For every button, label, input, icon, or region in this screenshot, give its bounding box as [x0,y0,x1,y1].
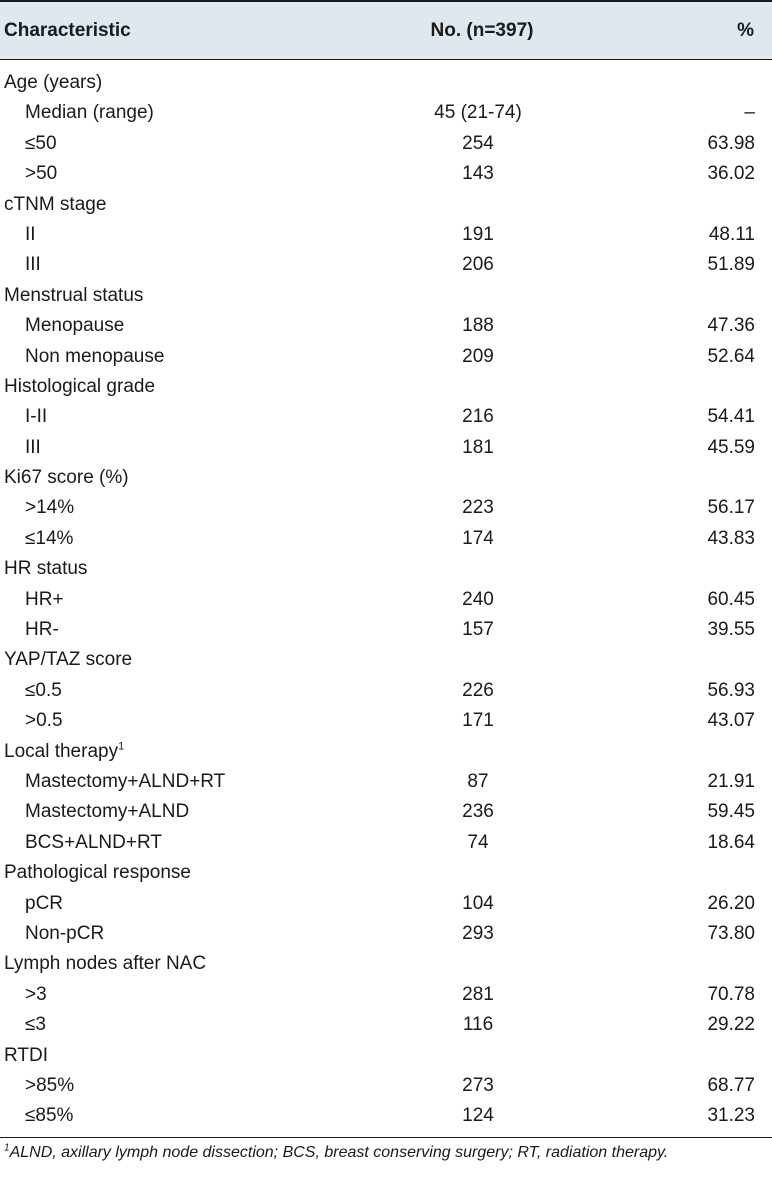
row-number-value: 223 [462,497,494,519]
row-percent: 56.17 [707,497,755,519]
row-label-text: Histological grade [4,375,156,397]
table-row [0,402,772,432]
row-label-text: >0.5 [25,710,63,732]
row-label-text: HR+ [25,588,64,610]
row-label-text: cTNM stage [4,193,107,215]
header-number-text: No. (n=397) [430,20,534,41]
row-number-value: 143 [462,163,494,185]
row-label [4,190,106,220]
row-label-text: BCS+ALND+RT [25,831,162,853]
row-number-value: 226 [462,679,494,701]
row-label-text: >14% [25,497,75,519]
row-number-value: 236 [462,801,494,823]
row-label-text: Ki67 score (%) [4,467,129,489]
table-group-row [0,281,772,311]
table-bottom-rule [0,1137,772,1138]
row-label [25,706,63,736]
row-label-text: >3 [25,983,47,1005]
row-label-text: Non-pCR [25,922,105,944]
row-label [25,828,162,858]
row-percent: 56.93 [707,679,755,701]
row-label [25,159,57,189]
row-label-text: III [25,436,41,458]
row-label [4,372,155,402]
row-label [25,585,64,615]
table-group-row [0,645,772,675]
row-label [4,68,102,98]
table-row [0,220,772,250]
header-characteristic: Characteristic [4,20,131,41]
row-label-text: Pathological response [4,862,191,884]
row-number-value: 116 [462,1014,494,1036]
row-label [4,858,191,888]
table-row [0,889,772,919]
row-percent: 70.78 [707,983,755,1005]
table-group-row [0,68,772,98]
row-number-value: 191 [462,223,494,245]
row-label-text: Menstrual status [4,284,144,306]
row-number-value: 45 (21-74) [434,102,522,124]
row-percent: 54.41 [707,406,755,428]
row-percent: 45.59 [707,436,755,458]
row-label-text: Age (years) [4,72,103,93]
row-label [25,1101,73,1131]
row-label-text: ≤85% [25,1105,74,1127]
row-percent: 52.64 [707,345,755,367]
table-group-row [0,190,772,220]
table-row [0,676,772,706]
footnote-marker: 1 [4,1142,10,1154]
table-row [0,493,772,523]
row-label-text: HR status [4,558,88,580]
table-row [0,980,772,1010]
table-row [0,433,772,463]
footnote-ref-marker: 1 [118,740,125,753]
row-label [25,1010,46,1040]
row-percent: 48.11 [708,223,755,245]
row-label-text: Median (range) [25,102,154,124]
row-label-text: pCR [25,892,64,914]
row-label-text: ≤3 [25,1014,46,1036]
row-label [4,554,87,584]
row-label [25,524,73,554]
row-label-text: Non menopause [25,345,165,367]
row-label [4,463,129,493]
row-number-value: 124 [462,1105,494,1127]
row-label [25,220,36,250]
row-label [4,737,124,767]
row-percent: 43.83 [707,527,755,549]
row-number-value: 281 [462,983,494,1005]
row-number-value: 273 [462,1074,494,1096]
row-label [4,281,143,311]
row-percent: 31.23 [707,1105,755,1127]
row-label [25,889,63,919]
row-label [4,1041,48,1071]
row-label-text: III [25,254,41,276]
row-percent: 26.20 [707,892,755,914]
row-label [25,250,41,280]
row-label-text: Lymph nodes after NAC [4,953,207,975]
table-row [0,129,772,159]
row-label [25,342,164,372]
row-label-text: ≤0.5 [25,679,62,701]
row-label-text: II [25,223,36,245]
table-row [0,1071,772,1101]
table-row [0,585,772,615]
row-number-value: 216 [462,406,494,428]
row-percent: 63.98 [707,132,755,154]
row-label [25,433,41,463]
row-label-text: ≤14% [25,527,74,549]
row-number-value: 293 [462,922,494,944]
row-percent: 47.36 [707,315,755,337]
table-row [0,1010,772,1040]
table-row [0,919,772,949]
row-percent: – [744,102,755,124]
row-label-text: HR- [25,619,59,641]
row-number-value: 181 [462,436,494,458]
table-row [0,98,772,128]
table-footnote [4,1142,768,1164]
row-label-text: I-II [25,406,48,428]
row-label-text: Local therapy [4,740,119,762]
row-label [25,311,124,341]
table-row [0,615,772,645]
row-number-value: 209 [462,345,494,367]
table-row [0,797,772,827]
row-number-value: 74 [467,831,489,853]
table-row [0,1101,772,1131]
row-number-value: 188 [462,315,494,337]
row-label [4,645,132,675]
row-percent: 60.45 [707,588,755,610]
footnote-text: ALND, axillary lymph node dissection; BCS, breast conserving surgery; RT, radiation therapy. [9,1144,669,1161]
row-label-text: ≤50 [25,132,57,154]
row-label [25,919,104,949]
header-percent: % [737,20,754,41]
table-row [0,828,772,858]
row-number-value: 174 [462,527,494,549]
table-group-row [0,554,772,584]
row-number-value: 157 [462,619,494,641]
row-percent: 59.45 [707,801,755,823]
row-percent: 73.80 [707,922,755,944]
table-body [0,68,772,1132]
row-percent: 51.89 [707,254,755,276]
table-row [0,159,772,189]
table-row [0,250,772,280]
row-label [25,1071,74,1101]
table-row [0,524,772,554]
row-label [25,129,57,159]
row-number-value: 240 [462,588,494,610]
row-number-value: 206 [462,254,494,276]
table-row [0,767,772,797]
row-percent: 29.22 [707,1014,755,1036]
row-label [25,402,47,432]
row-label [25,797,189,827]
row-percent: 68.77 [707,1074,755,1096]
row-number-value: 87 [467,770,489,792]
row-label [25,767,225,797]
table-row [0,706,772,736]
row-label [25,493,74,523]
row-label-text: Mastectomy+ALND+RT [25,770,226,792]
row-number-value: 254 [462,132,494,154]
row-percent: 36.02 [707,163,755,185]
row-label [25,676,62,706]
table-group-row [0,1041,772,1071]
row-percent: 21.91 [707,770,755,792]
row-percent: 18.64 [707,831,755,853]
row-label [25,98,154,128]
table-group-row [0,463,772,493]
row-number-value: 171 [462,710,494,732]
row-percent: 39.55 [707,619,755,641]
table-group-row [0,858,772,888]
table-header [0,0,772,60]
row-label [25,980,47,1010]
row-label-text: >85% [25,1074,75,1096]
row-percent: 43.07 [707,710,755,732]
table-group-row [0,737,772,767]
row-label [25,615,59,645]
table-group-row [0,949,772,979]
row-number-value: 104 [462,892,494,914]
row-label [4,949,206,979]
table-group-row [0,372,772,402]
row-label-text: >50 [25,163,58,185]
row-label-text: YAP/TAZ score [4,649,133,671]
row-label-text: Mastectomy+ALND [25,801,190,823]
table-row [0,342,772,372]
row-label-text: Menopause [25,315,125,337]
table-row [0,311,772,341]
row-label-text: RTDI [4,1044,48,1066]
